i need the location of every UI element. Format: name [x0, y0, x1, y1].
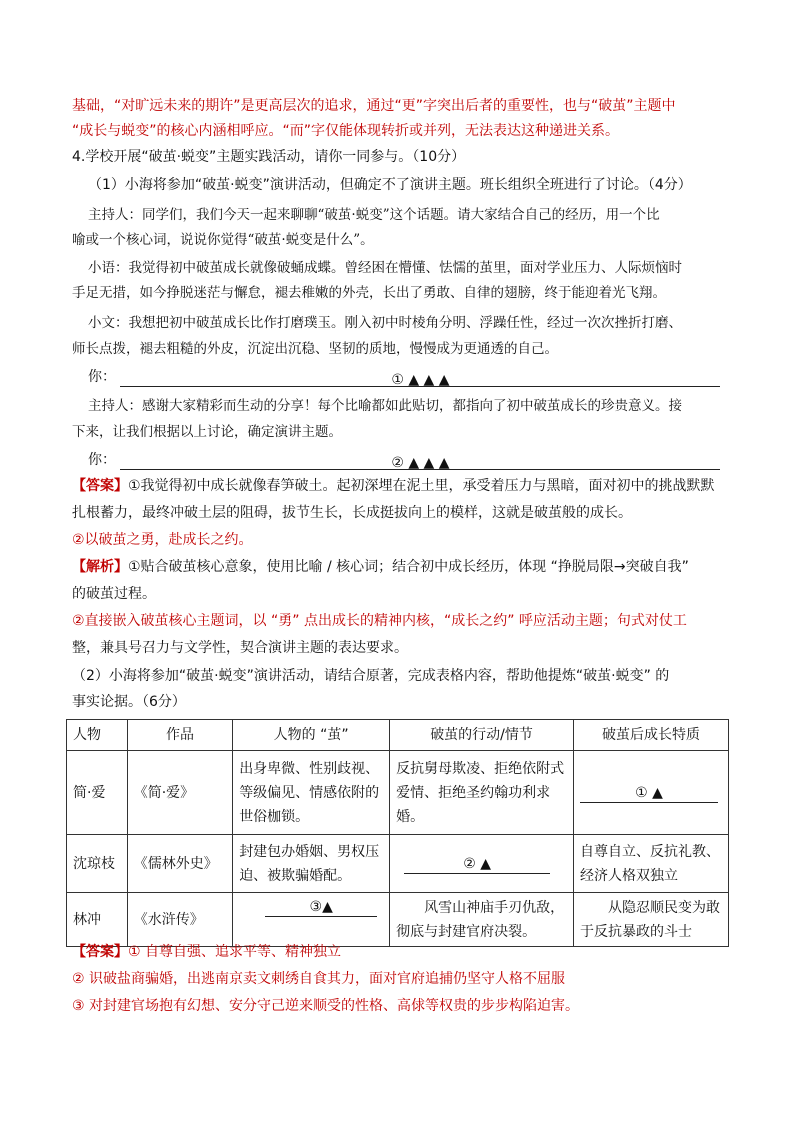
header-action: 破茧的行动/情节: [390, 720, 574, 751]
analysis-tag: 【解析】: [72, 559, 128, 575]
host-speech-2b: 下来，让我们根据以上讨论，确定演讲主题。: [72, 424, 342, 440]
table-row: [67, 751, 729, 835]
answer-tag: 【答案】: [72, 944, 128, 960]
answer-1a: 【答案】①我觉得初中成长就像春笋破土。起初深埋在泥土里，承受着压力与黑暗，面对初中的挑战默默: [72, 478, 715, 494]
header-person: 人物: [67, 720, 128, 751]
question-4-title: 4.学校开展“破茧·蜕变”主题实践活动，请你一同参与。（10分）: [72, 149, 466, 165]
cell-work: 《简·爱》: [127, 751, 232, 835]
answer-blank-1[interactable]: ① ▲ ▲ ▲: [120, 370, 720, 387]
cell-cocoon: 出身卑微、性别歧视、等级偏见、情感依附的世俗枷锁。: [233, 751, 390, 835]
header-cocoon: 人物的 “茧”: [233, 720, 390, 751]
analysis-2a: ②直接嵌入破茧核心主题词，以 “勇” 点出成长的精神内核，“成长之约” 呼应活动主题；句式对仗工: [72, 613, 687, 629]
cell-person: 林冲: [67, 893, 128, 947]
cell-cocoon: [233, 893, 390, 947]
host-speech-1b: 喻或一个核心词，说说你觉得“破茧·蜕变是什么”。: [72, 232, 374, 248]
cell-action: [390, 835, 574, 893]
analysis-1a: 【解析】①贴合破茧核心意象，使用比喻 / 核心词；结合初中成长经历，体现 “挣脱局限→突破自我”: [72, 559, 689, 575]
table-row: [67, 893, 729, 947]
answers-2-line-1: 【答案】① 自尊自强、追求平等、精神独立: [72, 944, 342, 960]
cell-work: 《水浒传》: [127, 893, 232, 947]
answer-2: ②以破茧之勇，赴成长之约。: [72, 532, 253, 548]
trait-blank[interactable]: ① ▲: [580, 784, 718, 803]
host-speech-2a: 主持人：感谢大家精彩而生动的分享！每个比喻都如此贴切，都指向了初中破茧成长的珍贵意义。接: [88, 398, 682, 414]
you-line-2: [88, 450, 724, 470]
you-line-1: [88, 367, 724, 387]
xiaoyu-speech-b: 手足无措，如今挣脱迷茫与懈怠，褪去稚嫩的外壳，长出了勇敢、自律的翅膀，终于能迎着光飞翔。: [72, 285, 666, 301]
cell-trait: 从隐忍顺民变为敢于反抗暴政的斗士: [573, 893, 728, 947]
analysis-1b: 的破茧过程。: [72, 586, 156, 602]
xiaowen-speech-a: 小文：我想把初中破茧成长比作打磨璞玉。刚入初中时棱角分明、浮躁任性，经过一次次挫折打磨、: [88, 315, 682, 331]
analysis-2b: 整，兼具号召力与文学性，契合演讲主题的表达要求。: [72, 640, 408, 656]
cocoon-blank[interactable]: ③▲: [265, 898, 377, 917]
facts-table: [66, 719, 729, 947]
action-blank[interactable]: ② ▲: [404, 855, 550, 874]
cell-trait: [573, 751, 728, 835]
you-label: 你：: [88, 369, 116, 385]
you-label: 你：: [88, 452, 116, 468]
answer-blank-2[interactable]: ② ▲ ▲ ▲: [120, 453, 720, 470]
header-trait: 破茧后成长特质: [573, 720, 728, 751]
part-2-prompt-a: （2）小海将参加“破茧·蜕变”演讲活动，请结合原著，完成表格内容，帮助他提炼“破茧·蜕变” 的: [72, 668, 670, 684]
part-1-prompt: （1）小海将参加“破茧·蜕变”演讲活动，但确定不了演讲主题。班长组织全班进行了讨论。（4分）: [88, 177, 692, 193]
cell-work: 《儒林外史》: [127, 835, 232, 893]
cell-person: 沈琼枝: [67, 835, 128, 893]
cell-trait: 自尊自立、反抗礼教、经济人格双独立: [573, 835, 728, 893]
xiaowen-speech-b: 师长点拨，褪去粗糙的外皮，沉淀出沉稳、坚韧的质地，慢慢成为更通透的自己。: [72, 341, 558, 357]
host-speech-1a: 主持人：同学们，我们今天一起来聊聊“破茧·蜕变”这个话题。请大家结合自己的经历，用一个比: [88, 207, 660, 223]
cell-cocoon: 封建包办婚姻、男权压迫、被欺骗婚配。: [233, 835, 390, 893]
cell-action: 风雪山神庙手刃仇敌，彻底与封建官府决裂。: [390, 893, 574, 947]
answer-1b: 扎根蓄力，最终冲破土层的阻碍，拔节生长，长成挺拔向上的模样，这就是破茧般的成长。: [72, 505, 632, 521]
part-2-prompt-b: 事实论据。（6分）: [72, 694, 186, 710]
intro-line-1: 基础，“对旷远未来的期许”是更高层次的追求，通过“更”字突出后者的重要性，也与“破茧”主题中: [72, 98, 676, 114]
table-row: [67, 835, 729, 893]
answer-tag: 【答案】: [72, 478, 128, 494]
intro-line-2: “成长与蜕变”的核心内涵相呼应。“而”字仅能体现转折或并列，无法表达这种递进关系。: [72, 123, 620, 139]
cell-person: 简·爱: [67, 751, 128, 835]
header-work: 作品: [127, 720, 232, 751]
answers-2-line-2: ② 识破盐商骗婚，出逃南京卖文刺绣自食其力，面对官府追捕仍坚守人格不屈服: [72, 971, 565, 987]
cell-action: 反抗舅母欺凌、拒绝依附式爱情、拒绝圣约翰功利求婚。: [390, 751, 574, 835]
table-header-row: [67, 720, 729, 751]
answers-2-line-3: ③ 对封建官场抱有幻想、安分守己逆来顺受的性格、高俅等权贵的步步构陷迫害。: [72, 998, 579, 1014]
xiaoyu-speech-a: 小语：我觉得初中破茧成长就像破蛹成蝶。曾经困在懵懂、怯懦的茧里，面对学业压力、人际烦恼时: [88, 260, 682, 276]
